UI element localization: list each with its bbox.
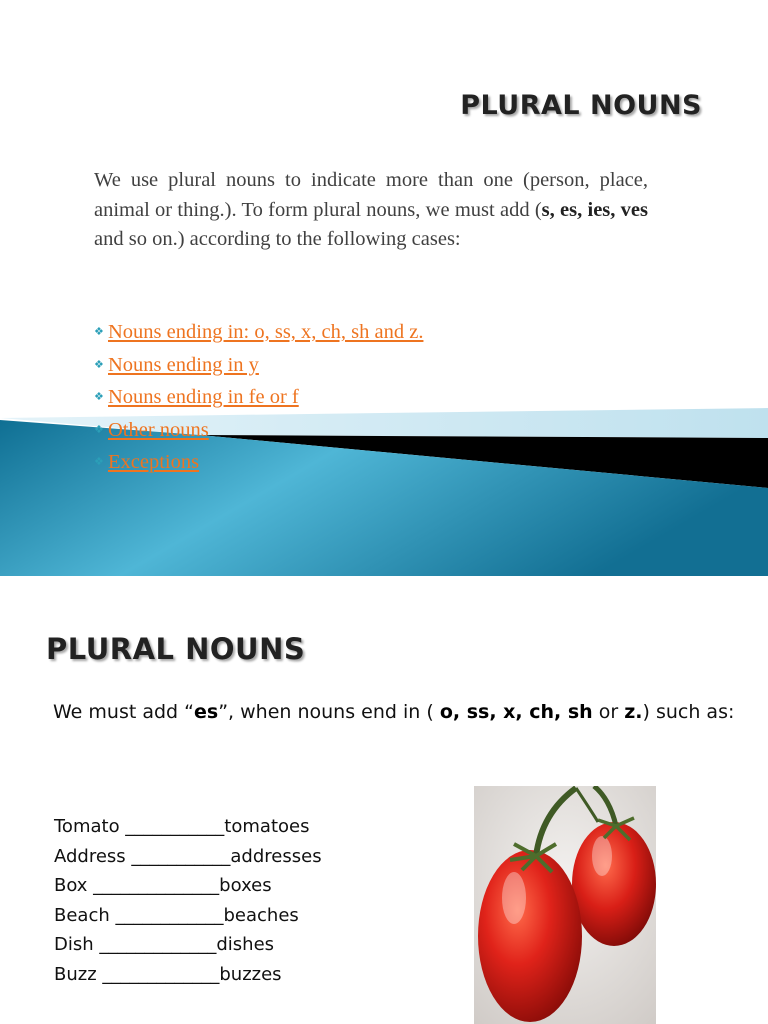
case-link-fe-f[interactable]: Nouns ending in fe or f — [108, 386, 299, 408]
intro-bold-suffixes: s, es, ies, ves — [541, 198, 648, 221]
example-row: Box ______________boxes — [54, 875, 272, 897]
case-link-exceptions[interactable]: Exceptions — [108, 451, 200, 473]
intro-paragraph — [94, 166, 648, 255]
rule-text-1: We must add “ — [53, 701, 194, 723]
case-link-y[interactable]: Nouns ending in y — [108, 353, 259, 376]
rule-bold-z: z. — [624, 701, 643, 723]
diamond-bullet-icon: ❖ — [94, 423, 104, 436]
case-item — [94, 446, 423, 479]
example-row: Buzz _____________buzzes — [54, 963, 282, 985]
two-tomatoes-image — [474, 786, 656, 1024]
intro-text-2: and so on.) according to the following cases: — [94, 228, 461, 250]
es-rule-text — [53, 700, 735, 725]
example-row: Dish _____________dishes — [54, 934, 275, 956]
diamond-bullet-icon: ❖ — [94, 358, 104, 371]
example-row: Address ___________addresses — [54, 845, 322, 867]
rule-bold-es: es — [194, 701, 219, 723]
diamond-bullet-icon: ❖ — [94, 456, 104, 468]
intro-text-1: We use plural nouns to indicate more than one (person, place, animal or thing.). To form plural nouns, we must add ( — [94, 169, 648, 221]
example-row: Beach ____________beaches — [54, 904, 299, 926]
case-item — [94, 381, 423, 414]
case-link-other-nouns[interactable]: Other nouns — [108, 418, 209, 441]
examples-list — [54, 812, 322, 990]
case-item — [94, 414, 423, 447]
cases-list — [94, 316, 423, 479]
case-item — [94, 316, 423, 349]
diamond-bullet-icon: ❖ — [94, 391, 104, 403]
rule-bold-endings: o, ss, x, ch, sh — [439, 701, 593, 723]
diamond-bullet-icon: ❖ — [94, 326, 104, 338]
example-row: Tomato ___________tomatoes — [54, 816, 310, 837]
rule-text-4: ) such as: — [642, 701, 735, 723]
rule-text-2: ”, when nouns end in ( — [218, 701, 440, 723]
case-item — [94, 349, 423, 382]
slide-2-title: PLURAL NOUNS — [46, 632, 306, 666]
rule-text-3: or — [592, 701, 625, 723]
slide-1-title: PLURAL NOUNS — [460, 90, 702, 121]
case-link-o-ss-x-ch-sh-z[interactable]: Nouns ending in: o, ss, x, ch, sh and z. — [108, 321, 424, 343]
